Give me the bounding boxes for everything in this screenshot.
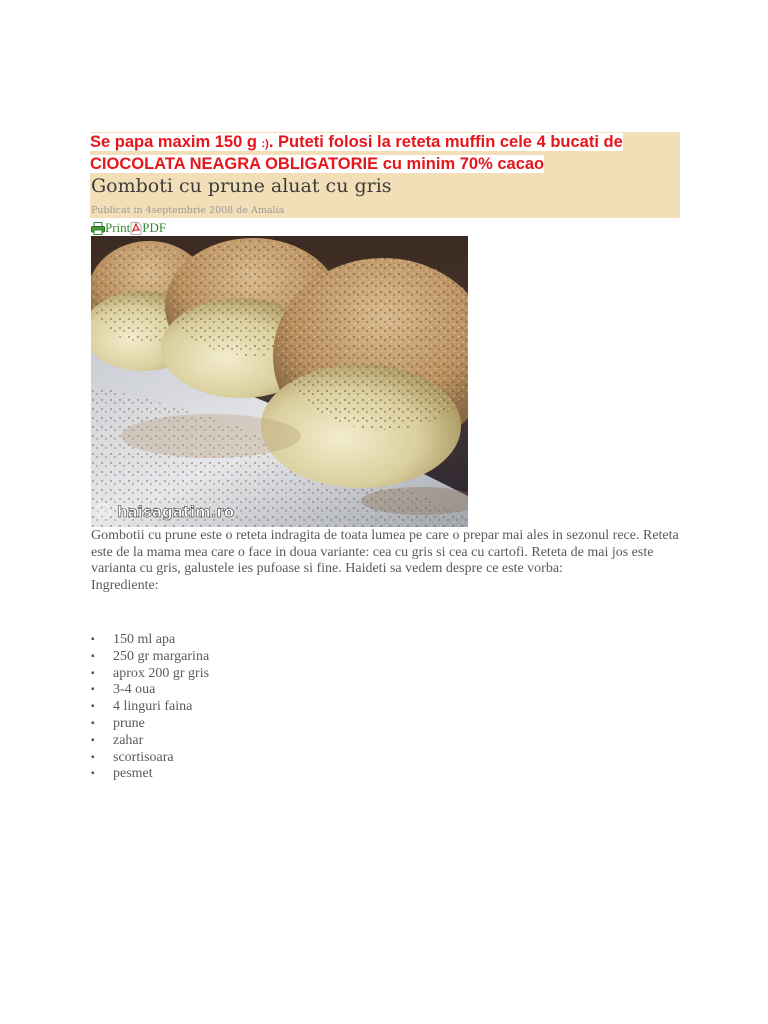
bullet-icon: ▪	[91, 634, 95, 645]
article-actions	[91, 220, 166, 236]
recipe-photo	[91, 236, 468, 527]
list-item: ▪ zahar	[91, 732, 144, 748]
photo-watermark: haisagatim.ro	[117, 503, 235, 521]
list-item: ▪ 150 ml apa	[91, 632, 176, 647]
pdf-icon	[130, 222, 142, 235]
intro-paragraph: Gombotii cu prune este o reteta indragita de toata lumea pe care o prepar mai ales in sezonul rece. Reteta este de la mama mea care o face in doua variante: cea cu gris si cea cu cartofi. Reteta de mai jos este varianta cu gris, galustele ies pufoase si fine. Haideti sa vedem despre ce este vorba:	[91, 528, 679, 577]
bullet-icon: ▪	[91, 734, 95, 746]
notice-line1-a: Se papa maxim 150 g	[90, 133, 262, 151]
notice-smiley: :)	[261, 138, 269, 150]
bullet-icon: ▪	[91, 768, 95, 780]
ingredients-heading: Ingrediente:	[91, 577, 159, 593]
bullet-icon: ▪	[91, 751, 95, 763]
bullet-icon: ▪	[91, 650, 95, 662]
list-item: ▪ pesmet	[91, 766, 153, 782]
watermark-symbol: ©	[98, 507, 108, 518]
pdf-label: PDF	[142, 220, 167, 235]
print-link[interactable]	[91, 220, 130, 236]
ingredients-list	[91, 632, 209, 783]
bullet-icon: ▪	[91, 667, 95, 679]
article-meta: Publicat in 4septembrie 2008 de Amalia	[91, 205, 285, 216]
list-item: ▪ 3-4 oua	[91, 682, 156, 698]
pdf-link[interactable]	[130, 220, 166, 236]
list-item: ▪ scortisoara	[91, 749, 174, 765]
print-label: Print	[105, 220, 131, 235]
notice-line1-b: . Puteti folosi la reteta muffin cele 4 bucati de	[268, 133, 623, 151]
printer-icon	[91, 222, 105, 235]
article-body	[91, 528, 691, 594]
article-title: Gomboti cu prune aluat cu gris	[91, 175, 392, 197]
bullet-icon: ▪	[91, 684, 95, 696]
notice-line2: CIOCOLATA NEAGRA OBLIGATORIE cu minim 70% cacao	[90, 155, 545, 173]
list-item: ▪ 4 linguri faina	[91, 699, 193, 715]
notice-text	[90, 132, 665, 174]
bullet-icon: ▪	[91, 717, 95, 729]
bullet-icon: ▪	[91, 701, 95, 713]
list-item: ▪ 250 gr margarina	[91, 648, 210, 664]
list-item: ▪ aprox 200 gr gris	[91, 665, 210, 681]
list-item: ▪ prune	[91, 715, 145, 731]
